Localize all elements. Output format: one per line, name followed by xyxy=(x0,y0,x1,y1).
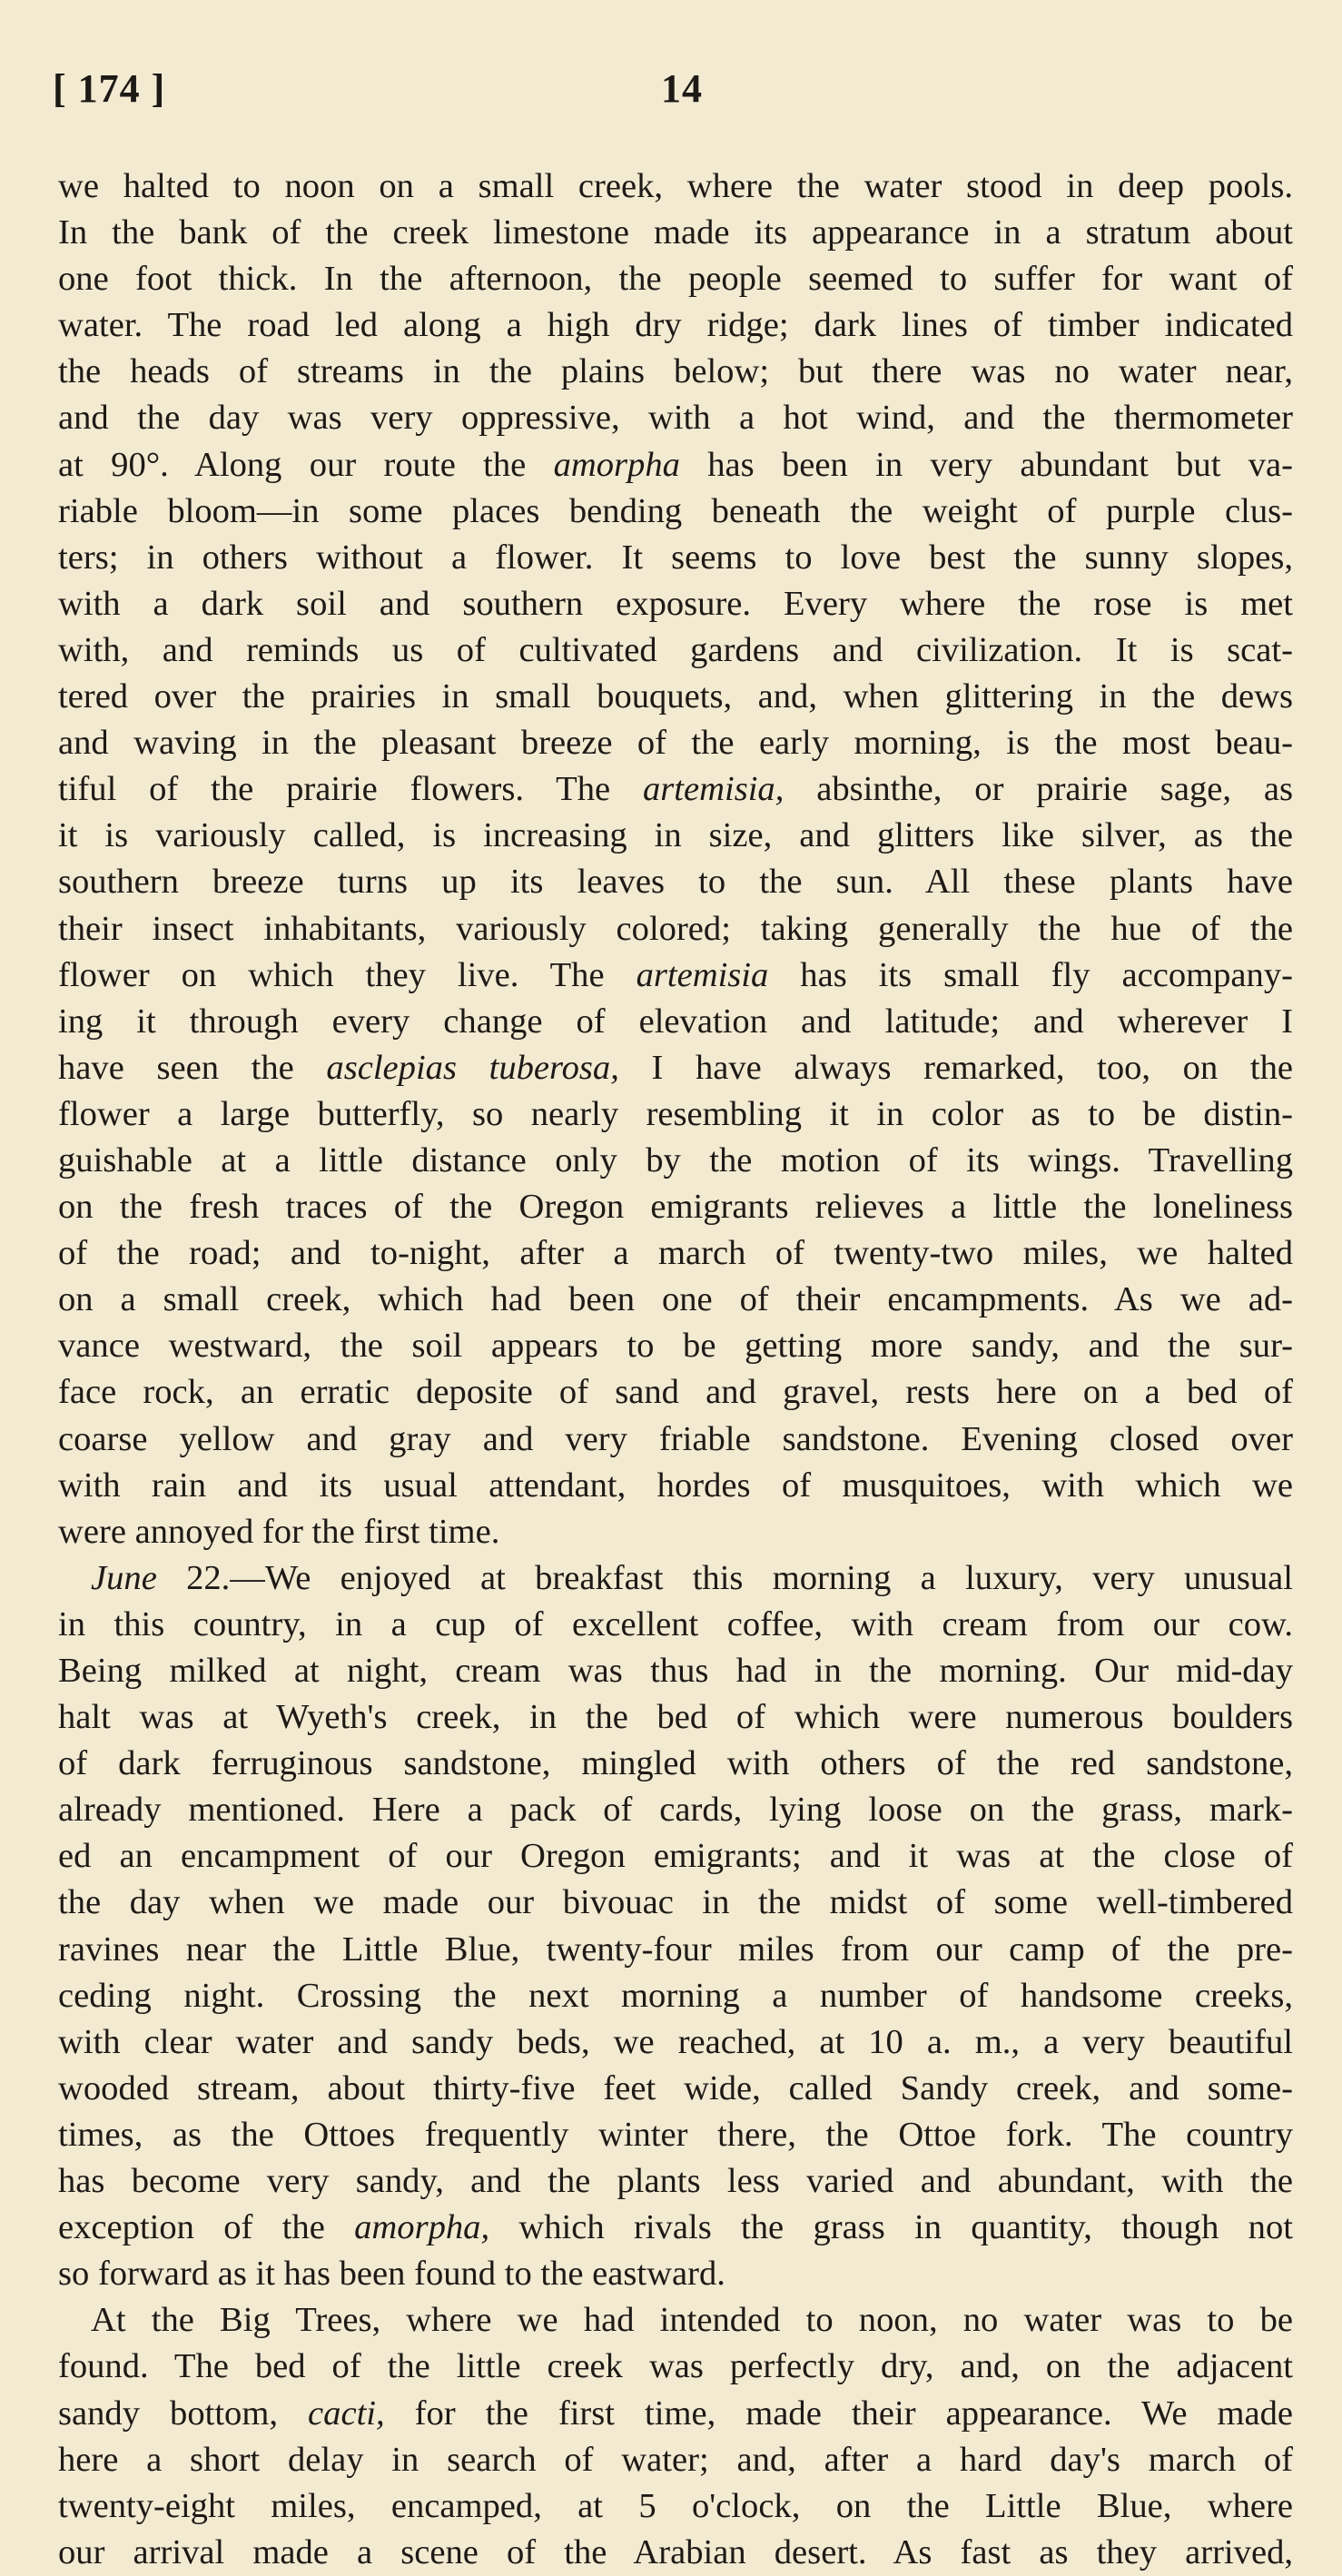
text-line xyxy=(58,349,1293,395)
text-line xyxy=(58,2483,1293,2530)
text-run: of dark ferruginous sandstone, mingled with others of the red sandstone, xyxy=(58,1744,1293,1783)
text-line xyxy=(58,1416,1293,1463)
page-header xyxy=(53,65,1288,129)
text-line xyxy=(58,489,1293,535)
text-run: guishable at a little distance only by the motion of its wings. Travelling xyxy=(58,1140,1293,1179)
text-run: riable bloom—in some places bending beneath the weight of purple clus- xyxy=(58,491,1293,530)
italic-term: June xyxy=(91,1558,157,1597)
text-line xyxy=(58,442,1293,489)
text-line xyxy=(58,2205,1293,2251)
text-line xyxy=(58,674,1293,720)
text-run: flower on which they live. The xyxy=(58,955,636,994)
text-line xyxy=(58,1741,1293,1787)
text-run: water. The road led along a high dry ridge; dark lines of timber indicated xyxy=(58,306,1293,345)
text-run: exception of the xyxy=(58,2208,355,2247)
text-line xyxy=(58,1602,1293,1648)
text-line xyxy=(58,2437,1293,2483)
text-line xyxy=(58,1509,1293,1555)
text-run: times, as the Ottoes frequently winter there, the Ottoe fork. The country xyxy=(58,2115,1293,2154)
text-line xyxy=(58,2158,1293,2205)
text-run: coarse yellow and gray and very friable sandstone. Evening closed over xyxy=(58,1419,1293,1458)
italic-term: asclepias tuberosa, xyxy=(326,1048,619,1087)
text-line xyxy=(58,1230,1293,1277)
text-line xyxy=(58,1787,1293,1833)
text-run: twenty-eight miles, encamped, at 5 o'clock, on the Little Blue, where xyxy=(58,2486,1293,2525)
text-run: which rivals the grass in quantity, though not xyxy=(489,2208,1293,2247)
text-run: halt was at Wyeth's creek, in the bed of which were numerous boulders xyxy=(58,1698,1293,1737)
text-run: ters; in others without a flower. It seems to love best the sunny slopes, xyxy=(58,538,1293,577)
text-run: the day when we made our bivouac in the midst of some well-timbered xyxy=(58,1883,1293,1922)
text-line xyxy=(58,1091,1293,1138)
text-run: absinthe, or prairie sage, as xyxy=(784,770,1293,809)
text-line xyxy=(58,2066,1293,2112)
text-line xyxy=(58,1973,1293,2019)
text-line xyxy=(58,2344,1293,2390)
text-line xyxy=(58,1138,1293,1184)
text-run: southern breeze turns up its leaves to the sun. All these plants have xyxy=(58,863,1293,902)
text-line xyxy=(58,163,1293,210)
text-run: ceding night. Crossing the next morning a number of handsome creeks, xyxy=(58,1976,1293,2015)
text-run: it is variously called, is increasing in size, and glitters like silver, as the xyxy=(58,816,1293,855)
document-number: [ 174 ] xyxy=(53,66,166,111)
text-run: has been in very abundant but va- xyxy=(679,445,1294,484)
text-line xyxy=(58,302,1293,349)
text-line xyxy=(58,1880,1293,1926)
text-line xyxy=(58,395,1293,441)
text-run: with rain and its usual attendant, hordes of musquitoes, with which we xyxy=(58,1466,1293,1505)
text-run: of the road; and to-night, after a march of twenty-two miles, we halted xyxy=(58,1234,1293,1273)
text-line xyxy=(58,813,1293,859)
text-run: tiful of the prairie flowers. The xyxy=(58,770,643,809)
text-run: on the fresh traces of the Oregon emigrants relieves a little the loneliness xyxy=(58,1188,1293,1227)
text-run: and waving in the pleasant breeze of the early morning, is the most beau- xyxy=(58,724,1293,763)
text-line xyxy=(58,2019,1293,2066)
text-line xyxy=(58,1323,1293,1369)
text-run: vance westward, the soil appears to be getting more sandy, and the sur- xyxy=(58,1327,1293,1366)
text-line xyxy=(58,999,1293,1045)
text-run: I have always remarked, too, on the xyxy=(618,1048,1294,1087)
text-line xyxy=(58,1555,1293,1602)
text-run: their insect inhabitants, variously colored; taking generally the hue of the xyxy=(58,909,1293,948)
text-line xyxy=(58,1833,1293,1880)
text-run: were annoyed for the first time. xyxy=(58,1512,500,1551)
text-run: sandy bottom, xyxy=(58,2393,309,2433)
text-run: flower a large butterfly, so nearly resembling it in color as to be distin- xyxy=(58,1094,1293,1133)
text-line xyxy=(58,2251,1293,2297)
text-run: with, and reminds us of cultivated gardens and civilization. It is scat- xyxy=(58,630,1293,669)
text-run: ravines near the Little Blue, twenty-four miles from our camp of the pre- xyxy=(58,1930,1293,1969)
italic-term: artemisia xyxy=(636,955,769,994)
text-line xyxy=(58,2112,1293,2158)
text-run: found. The bed of the little creek was perfectly dry, and, on the adjacent xyxy=(58,2347,1293,2386)
text-run: already mentioned. Here a pack of cards, lying loose on the grass, mark- xyxy=(58,1791,1293,1830)
text-run: Being milked at night, cream was thus had in the morning. Our mid-day xyxy=(58,1652,1293,1690)
text-line xyxy=(58,1277,1293,1323)
text-run: with a dark soil and southern exposure. Every where the rose is met xyxy=(58,584,1293,623)
text-line xyxy=(58,859,1293,905)
text-line xyxy=(58,2530,1293,2576)
text-line xyxy=(58,1927,1293,1973)
text-run: the heads of streams in the plains below; but there was no water near, xyxy=(58,352,1293,391)
text-run: so forward as it has been found to the eastward. xyxy=(58,2255,725,2294)
text-run: has its small fly accompany- xyxy=(768,955,1293,994)
text-line xyxy=(58,906,1293,952)
text-line xyxy=(58,1369,1293,1416)
text-run: one foot thick. In the afternoon, the people seemed to suffer for want of xyxy=(58,260,1293,299)
text-run: In the bank of the creek limestone made its appearance in a stratum about xyxy=(58,213,1293,252)
text-run: have seen the xyxy=(58,1048,327,1087)
text-run: has become very sandy, and the plants less varied and abundant, with the xyxy=(58,2162,1293,2201)
text-run: in this country, in a cup of excellent coffee, with cream from our cow. xyxy=(58,1604,1293,1643)
text-line xyxy=(58,1184,1293,1230)
text-run: and the day was very oppressive, with a hot wind, and the thermometer xyxy=(58,399,1293,438)
text-run: wooded stream, about thirty-five feet wide, called Sandy creek, and some- xyxy=(58,2068,1293,2107)
text-line xyxy=(58,2391,1293,2437)
italic-term: amorpha xyxy=(553,445,680,484)
text-line xyxy=(58,535,1293,581)
text-line xyxy=(58,720,1293,766)
text-line xyxy=(58,581,1293,627)
italic-term: cacti, xyxy=(308,2393,385,2433)
text-run: we halted to noon on a small creek, where the water stood in deep pools. xyxy=(58,167,1293,205)
text-line xyxy=(58,1045,1293,1091)
text-line xyxy=(58,1694,1293,1741)
text-run: our arrival made a scene of the Arabian desert. As fast as they arrived, xyxy=(58,2532,1293,2571)
text-run: ing it through every change of elevation and latitude; and wherever I xyxy=(58,1002,1293,1041)
text-run: face rock, an erratic deposite of sand and gravel, rests here on a bed of xyxy=(58,1373,1293,1412)
text-run: at 90°. Along our route the xyxy=(58,445,554,484)
italic-term: artemisia, xyxy=(642,770,784,809)
body-text xyxy=(58,163,1293,2576)
text-run: with clear water and sandy beds, we reached, at 10 a. m., a very beautiful xyxy=(58,2022,1293,2061)
text-run: 22.—We enjoyed at breakfast this morning a luxury, very unusual xyxy=(156,1558,1293,1597)
text-line xyxy=(58,766,1293,813)
text-run: for the first time, made their appearance. We made xyxy=(384,2393,1294,2433)
text-line xyxy=(58,256,1293,302)
italic-term: amorpha, xyxy=(354,2208,490,2247)
text-run: ed an encampment of our Oregon emigrants; and it was at the close of xyxy=(58,1837,1293,1876)
page-number: 14 xyxy=(661,66,703,111)
text-line xyxy=(58,952,1293,999)
text-run: At the Big Trees, where we had intended to noon, no water was to be xyxy=(91,2301,1293,2340)
text-line xyxy=(58,1463,1293,1509)
text-run: here a short delay in search of water; and, after a hard day's march of xyxy=(58,2440,1293,2479)
text-run: tered over the prairies in small bouquets, and, when glittering in the dews xyxy=(58,677,1293,716)
text-line xyxy=(58,627,1293,674)
text-line xyxy=(58,210,1293,256)
text-run: on a small creek, which had been one of their encampments. As we ad- xyxy=(58,1280,1293,1319)
text-line xyxy=(58,1648,1293,1694)
